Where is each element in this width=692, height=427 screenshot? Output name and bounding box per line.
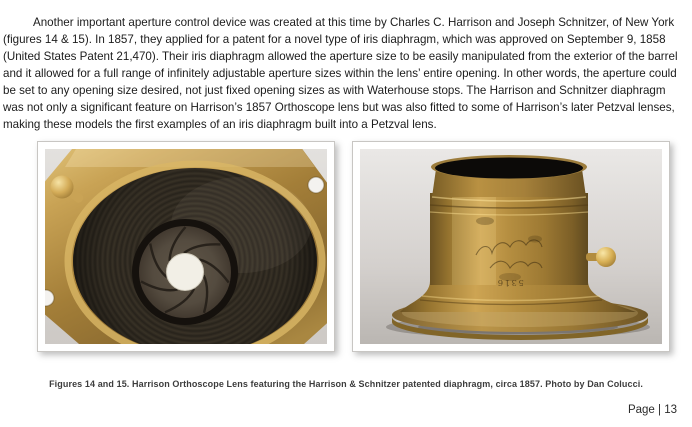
engraved-serial-number: 5316 <box>496 277 524 287</box>
lens-barrel-side-photo <box>360 149 662 344</box>
patina-spot <box>476 217 494 225</box>
lens-front-iris-photo <box>45 149 327 344</box>
page-number: Page | 13 <box>627 404 677 416</box>
figures-row <box>37 141 670 352</box>
mounting-hole-left <box>45 290 54 306</box>
mounting-hole-top-right <box>308 177 324 193</box>
figure-14-frame <box>37 141 335 352</box>
aperture-knob <box>596 247 616 267</box>
diaphragm-knob <box>51 176 74 199</box>
body-paragraph: Another important aperture control device was created at this time by Charles C. Harrison and Joseph Schnitzer, of New York (figures 14 & 15). In 1857, they applied for a patent for a novel type of iris diaphragm, which was approved on September 9, 1858 (United States Patent 21,470). Their iris diaphragm allowed the aperture size to be easily manipulated from the exterior of the barrel and it allowed for a full range of infinitely adjustable aperture sizes within the lens’ entire opening. In other words, the aperture could be set to any opening size desired, not just fixed opening sizes as with Waterhouse stops. The Harrison and Schnitzer diaphragm was not only a significant feature on Harrison’s 1857 Orthoscope lens but was also fitted to some of Harrison’s later Petzval lenses, making these models the first examples of an iris diaphragm built into a Petzval lens. <box>3 15 678 132</box>
barrel-opening <box>435 158 583 179</box>
figure-caption: Figures 14 and 15. Harrison Orthoscope Lens featuring the Harrison & Schnitzer patented diaphragm, circa 1857. Photo by Dan Colucci. <box>49 379 643 389</box>
figure-15-frame <box>352 141 670 352</box>
aperture-opening <box>167 254 204 291</box>
